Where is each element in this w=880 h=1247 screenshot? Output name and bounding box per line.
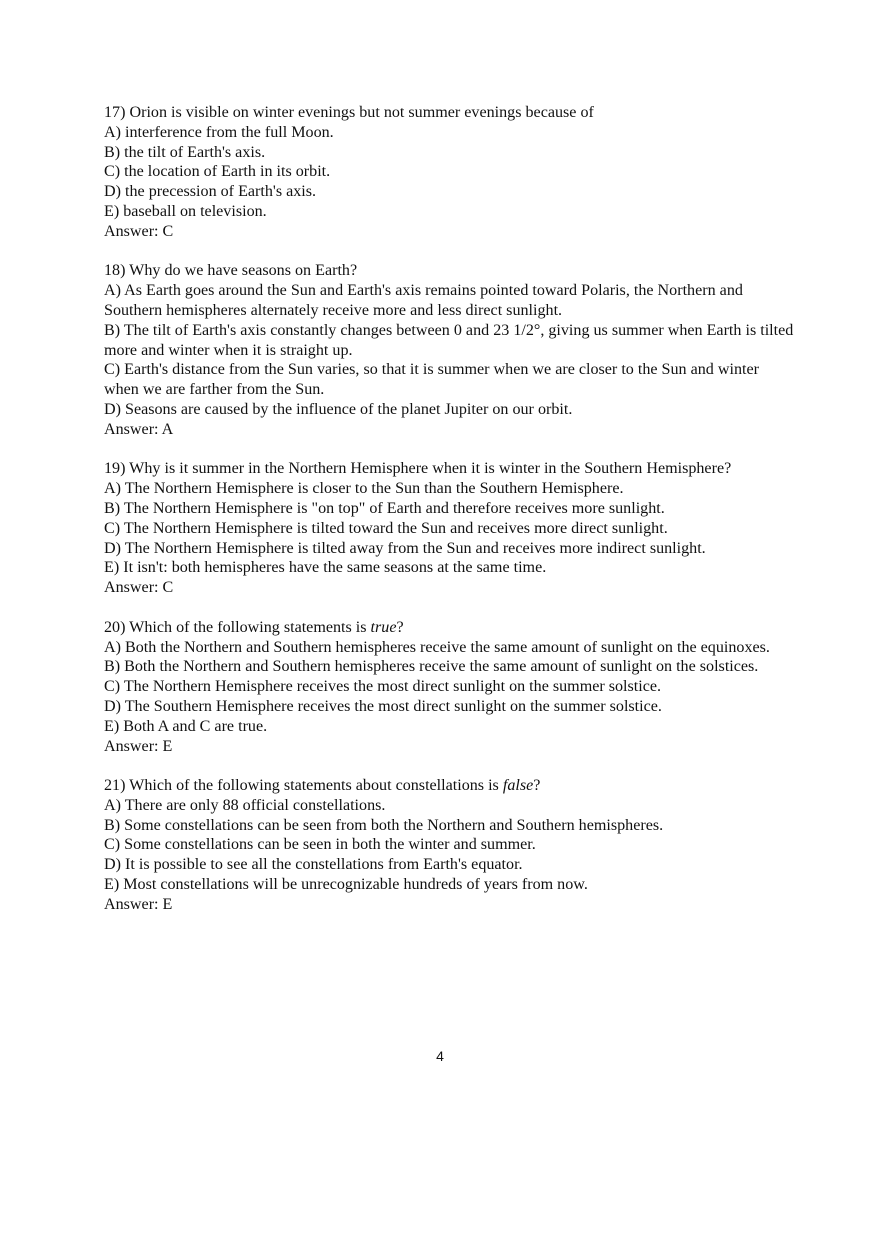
answer-key: Answer: C bbox=[104, 579, 174, 597]
prompt-text: 20) Which of the following statements is bbox=[104, 618, 371, 636]
prompt-emphasis: true bbox=[370, 618, 397, 636]
answer-option-d: D) Seasons are caused by the influence of the planet Jupiter on our orbit. bbox=[104, 400, 573, 418]
answer-option-b: B) Both the Northern and Southern hemispheres receive the same amount of sunlight on the solstices. bbox=[104, 658, 759, 676]
answer-option-c: C) The Northern Hemisphere receives the most direct sunlight on the summer solstice. bbox=[104, 678, 662, 696]
answer-key: Answer: C bbox=[104, 222, 174, 240]
answer-option-a: A) The Northern Hemisphere is closer to the Sun than the Southern Hemisphere. bbox=[104, 480, 624, 498]
answer-key: Answer: A bbox=[104, 420, 174, 438]
question-21 bbox=[104, 776, 794, 915]
answer-option-b: B) Some constellations can be seen from both the Northern and Southern hemispheres. bbox=[104, 816, 664, 834]
question-20 bbox=[104, 618, 794, 757]
question-17 bbox=[104, 103, 794, 242]
answer-option-b: B) The tilt of Earth's axis constantly changes between 0 and 23 1/2°, giving us summer when Earth is tilted more and winter when it is straight up. bbox=[104, 321, 794, 359]
question-prompt: 19) Why is it summer in the Northern Hemisphere when it is winter in the Southern Hemisphere? bbox=[104, 460, 732, 478]
answer-option-a: A) As Earth goes around the Sun and Earth's axis remains pointed toward Polaris, the Northern and Southern hemispheres alternately receive more and less direct sunlight. bbox=[104, 282, 743, 319]
answer-option-e: E) Most constellations will be unrecognizable hundreds of years from now. bbox=[104, 876, 588, 894]
answer-option-a: A) interference from the full Moon. bbox=[104, 123, 334, 141]
answer-option-d: D) The Northern Hemisphere is tilted away from the Sun and receives more indirect sunlight. bbox=[104, 539, 706, 557]
answer-option-b: B) the tilt of Earth's axis. bbox=[104, 143, 266, 161]
answer-key: Answer: E bbox=[104, 895, 173, 913]
answer-option-c: C) Some constellations can be seen in both the winter and summer. bbox=[104, 836, 536, 854]
answer-option-c: C) the location of Earth in its orbit. bbox=[104, 163, 331, 181]
answer-key: Answer: E bbox=[104, 737, 173, 755]
answer-option-e: E) Both A and C are true. bbox=[104, 717, 268, 735]
question-prompt bbox=[104, 776, 794, 796]
answer-option-c: C) Earth's distance from the Sun varies, so that it is summer when we are closer to the Sun and winter when we are farther from the Sun. bbox=[104, 361, 759, 399]
prompt-end: ? bbox=[533, 777, 541, 795]
answer-option-e: E) baseball on television. bbox=[104, 202, 267, 220]
answer-option-a: A) Both the Northern and Southern hemispheres receive the same amount of sunlight on the equinoxes. bbox=[104, 638, 770, 656]
question-prompt: 18) Why do we have seasons on Earth? bbox=[104, 262, 358, 280]
answer-option-d: D) It is possible to see all the constellations from Earth's equator. bbox=[104, 856, 523, 874]
prompt-emphasis: false bbox=[502, 777, 534, 795]
answer-option-d: D) the precession of Earth's axis. bbox=[104, 183, 317, 201]
question-19 bbox=[104, 459, 794, 598]
answer-option-c: C) The Northern Hemisphere is tilted toward the Sun and receives more direct sunlight. bbox=[104, 519, 668, 537]
answer-option-a: A) There are only 88 official constellations. bbox=[104, 796, 386, 814]
question-prompt: 17) Orion is visible on winter evenings but not summer evenings because of bbox=[104, 104, 594, 121]
answer-option-e: E) It isn't: both hemispheres have the same seasons at the same time. bbox=[104, 559, 547, 577]
question-list bbox=[104, 103, 794, 934]
answer-option-d: D) The Southern Hemisphere receives the most direct sunlight on the summer solstice. bbox=[104, 697, 662, 715]
prompt-text: 21) Which of the following statements about constellations is bbox=[104, 777, 503, 795]
question-18 bbox=[104, 261, 794, 439]
answer-option-b: B) The Northern Hemisphere is "on top" of Earth and therefore receives more sunlight. bbox=[104, 499, 665, 517]
question-prompt bbox=[104, 618, 794, 638]
prompt-end: ? bbox=[396, 618, 404, 636]
page-number: 4 bbox=[436, 1048, 444, 1064]
